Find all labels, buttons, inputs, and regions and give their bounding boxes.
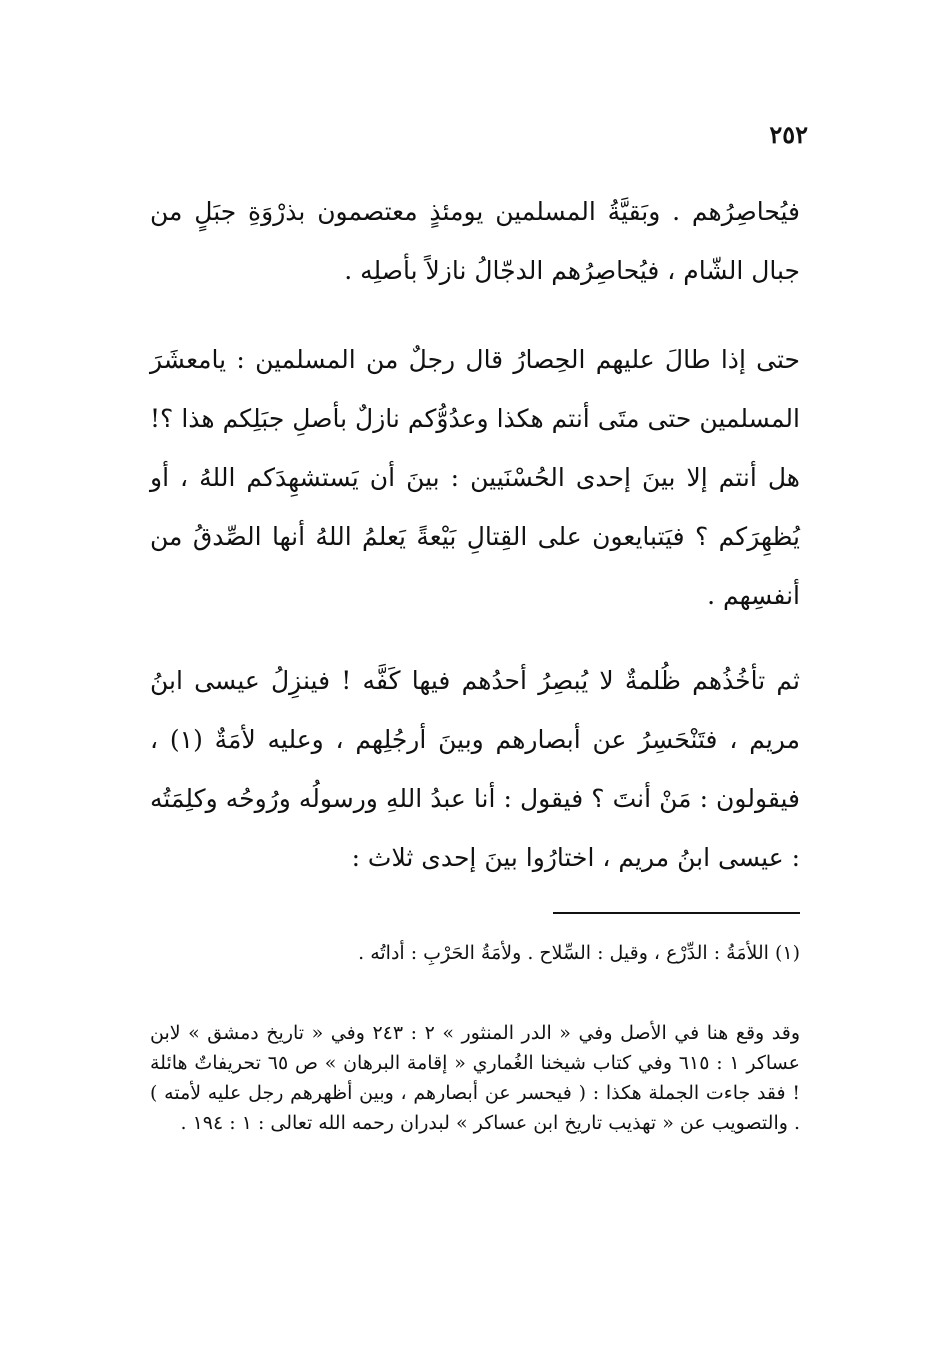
page-number: ٢٥٢ xyxy=(769,120,808,149)
footnote-text: (١) اللأمَةُ : الدِّرْع ، وقيل : السِّلاح . ولأمَةُ الحَرْبِ : أداتُه . xyxy=(358,942,800,964)
paragraph-text: فيُحاصِرُهم . وبَقيَّةُ المسلمين يومئذٍ معتصمون بذرْوَةِ جبَلٍ من جبال الشّام ، فيُحاصِرُهم الدجّالُ نازلاً بأصلِه . xyxy=(150,197,800,285)
paragraph-text: حتى إذا طالَ عليهم الحِصارُ قال رجلٌ من المسلمين : يامعشَرَ المسلمين حتى متَى أنتم هكذا وعدُوُّكم نازلٌ بأصلِ جبَلِكم هذا ؟! هل أنتم إلا بينَ إحدى الحُسْنَيين : بينَ أن يَستشهِدَكم اللهُ ، أو يُظهِرَكم ؟ فيَتبايعون على القِتالِ بَيْعةً يَعلمُ اللهُ أنها الصِّدقُ من أنفسِهم . xyxy=(150,345,800,610)
footnote-divider xyxy=(553,912,800,914)
footnote-2 xyxy=(150,1018,800,1138)
footnote-text: وقد وقع هنا في الأصل وفي « الدر المنثور » ٢ : ٢٤٣ وفي « تاريخ دمشق » لابن عساكر ١ : ٦١٥ وفي كتاب شيخنا الغُماري « إقامة البرهان » ص ٦٥ تحريفاتٌ هائلة ! فقد جاءت الجملة هكذا : ( فيحسر عن أبصارهم ، وبين أظهرهم رجل عليه لأمته ) . والتصويب عن « تهذيب تاريخ ابن عساكر » لبدران رحمه الله تعالى : ١ : ١٩٤ . xyxy=(150,1022,800,1134)
body-paragraph-3 xyxy=(150,651,800,887)
body-paragraph-1 xyxy=(150,182,800,300)
footnote-1 xyxy=(150,938,800,968)
paragraph-text: ثم تأخُذُهم ظُلمةٌ لا يُبصِرُ أحدُهم فيها كَفَّه ! فينزِلُ عيسى ابنُ مريم ، فتَنْحَسِرُ عن أبصارهم وبينَ أرجُلِهم ، وعليه لأمَةٌ (١) ، فيقولون : مَنْ أنتَ ؟ فيقول : أنا عبدُ اللهِ ورسولُه ورُوحُه وكلِمَتُه : عيسى ابنُ مريم ، اختارُوا بينَ إحدى ثلاث : xyxy=(150,666,800,872)
body-paragraph-2 xyxy=(150,330,800,625)
